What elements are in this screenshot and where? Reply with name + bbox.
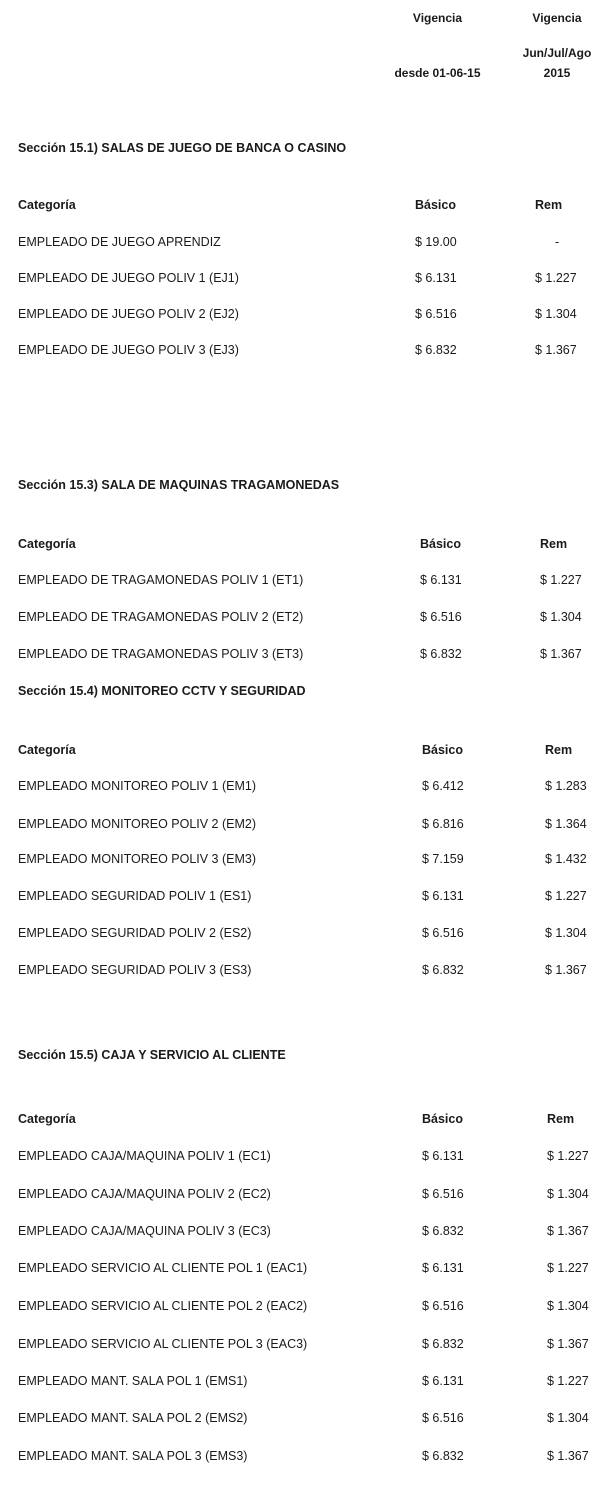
row-rem: $ 1.227	[545, 889, 587, 903]
row-categoria: EMPLEADO SERVICIO AL CLIENTE POL 2 (EAC2)	[18, 1299, 308, 1313]
row-categoria: EMPLEADO SERVICIO AL CLIENTE POL 1 (EAC1)	[18, 1261, 308, 1275]
row-basico: $ 6.516	[422, 926, 464, 940]
row-basico: $ 6.131	[420, 573, 462, 587]
row-rem: $ 1.304	[535, 307, 577, 321]
column-header-categoria: Categoría	[18, 537, 76, 551]
row-basico: $ 6.131	[422, 1149, 464, 1163]
row-categoria: EMPLEADO CAJA/MAQUINA POLIV 1 (EC1)	[18, 1149, 271, 1163]
vigencia-months: Jun/Jul/Ago	[522, 46, 592, 60]
row-categoria: EMPLEADO SERVICIO AL CLIENTE POL 3 (EAC3)	[18, 1337, 308, 1351]
row-basico: $ 6.131	[422, 889, 464, 903]
row-rem: $ 1.304	[540, 610, 582, 624]
row-basico: $ 6.131	[422, 1374, 464, 1388]
column-header-basico: Básico	[422, 1112, 463, 1126]
row-categoria: EMPLEADO MONITOREO POLIV 3 (EM3)	[18, 852, 257, 866]
row-rem: $ 1.367	[547, 1449, 589, 1463]
vigencia-date-1: desde 01-06-15	[394, 66, 481, 80]
row-categoria: EMPLEADO MONITOREO POLIV 1 (EM1)	[18, 779, 257, 793]
row-basico: $ 6.832	[415, 343, 457, 357]
row-basico: $ 6.516	[420, 610, 462, 624]
row-basico: $ 6.832	[422, 1337, 464, 1351]
row-basico: $ 6.131	[415, 271, 457, 285]
row-categoria: EMPLEADO SEGURIDAD POLIV 3 (ES3)	[18, 963, 252, 977]
row-rem: $ 1.227	[547, 1261, 589, 1275]
row-basico: $ 6.832	[422, 1224, 464, 1238]
vigencia-header-1: Vigencia	[412, 11, 463, 25]
row-rem: $ 1.432	[545, 852, 587, 866]
row-basico: $ 7.159	[422, 852, 464, 866]
column-header-rem: Rem	[545, 743, 573, 757]
row-rem: $ 1.367	[540, 647, 582, 661]
row-basico: $ 6.412	[422, 779, 464, 793]
column-header-basico: Básico	[415, 198, 456, 212]
row-rem: $ 1.364	[545, 817, 587, 831]
section-title: Sección 15.1) SALAS DE JUEGO DE BANCA O CASINO	[18, 141, 347, 155]
row-basico: $ 6.832	[422, 1449, 464, 1463]
column-header-basico: Básico	[420, 537, 461, 551]
row-rem: $ 1.227	[547, 1149, 589, 1163]
column-header-rem: Rem	[547, 1112, 575, 1126]
row-rem: $ 1.367	[535, 343, 577, 357]
row-rem: $ 1.304	[547, 1299, 589, 1313]
row-categoria: EMPLEADO MONITOREO POLIV 2 (EM2)	[18, 817, 257, 831]
row-categoria: EMPLEADO DE JUEGO POLIV 1 (EJ1)	[18, 271, 239, 285]
row-rem: $ 1.227	[547, 1374, 589, 1388]
row-categoria: EMPLEADO MANT. SALA POL 1 (EMS1)	[18, 1374, 248, 1388]
section-title: Sección 15.4) MONITOREO CCTV Y SEGURIDAD	[18, 684, 306, 698]
section-title: Sección 15.3) SALA DE MAQUINAS TRAGAMONEDAS	[18, 478, 340, 492]
row-categoria: EMPLEADO SEGURIDAD POLIV 1 (ES1)	[18, 889, 252, 903]
section-title: Sección 15.5) CAJA Y SERVICIO AL CLIENTE	[18, 1048, 286, 1062]
row-rem: $ 1.227	[540, 573, 582, 587]
row-basico: $ 6.516	[422, 1187, 464, 1201]
row-categoria: EMPLEADO MANT. SALA POL 2 (EMS2)	[18, 1411, 248, 1425]
column-header-basico: Básico	[422, 743, 463, 757]
row-basico: $ 6.516	[415, 307, 457, 321]
row-categoria: EMPLEADO DE JUEGO POLIV 3 (EJ3)	[18, 343, 239, 357]
row-categoria: EMPLEADO DE TRAGAMONEDAS POLIV 2 (ET2)	[18, 610, 304, 624]
row-rem: $ 1.227	[535, 271, 577, 285]
row-rem: $ 1.304	[547, 1411, 589, 1425]
row-rem: $ 1.367	[545, 963, 587, 977]
row-rem: $ 1.283	[545, 779, 587, 793]
row-rem: $ 1.367	[547, 1224, 589, 1238]
column-header-categoria: Categoría	[18, 198, 76, 212]
row-categoria: EMPLEADO DE JUEGO APRENDIZ	[18, 235, 221, 249]
row-categoria: EMPLEADO DE TRAGAMONEDAS POLIV 3 (ET3)	[18, 647, 304, 661]
row-rem: $ 1.367	[547, 1337, 589, 1351]
row-categoria: EMPLEADO DE JUEGO POLIV 2 (EJ2)	[18, 307, 239, 321]
row-basico: $ 6.131	[422, 1261, 464, 1275]
column-header-categoria: Categoría	[18, 1112, 76, 1126]
row-basico: $ 19.00	[415, 235, 457, 249]
vigencia-year: 2015	[543, 66, 571, 80]
row-rem: $ 1.304	[545, 926, 587, 940]
row-basico: $ 6.832	[420, 647, 462, 661]
row-categoria: EMPLEADO CAJA/MAQUINA POLIV 3 (EC3)	[18, 1224, 271, 1238]
row-basico: $ 6.516	[422, 1411, 464, 1425]
column-header-categoria: Categoría	[18, 743, 76, 757]
column-header-rem: Rem	[540, 537, 568, 551]
column-header-rem: Rem	[535, 198, 563, 212]
row-categoria: EMPLEADO SEGURIDAD POLIV 2 (ES2)	[18, 926, 252, 940]
vigencia-header-2: Vigencia	[532, 11, 582, 25]
row-basico: $ 6.832	[422, 963, 464, 977]
row-categoria: EMPLEADO CAJA/MAQUINA POLIV 2 (EC2)	[18, 1187, 271, 1201]
row-basico: $ 6.516	[422, 1299, 464, 1313]
row-rem: -	[555, 235, 560, 249]
row-categoria: EMPLEADO DE TRAGAMONEDAS POLIV 1 (ET1)	[18, 573, 304, 587]
row-rem: $ 1.304	[547, 1187, 589, 1201]
row-categoria: EMPLEADO MANT. SALA POL 3 (EMS3)	[18, 1449, 248, 1463]
row-basico: $ 6.816	[422, 817, 464, 831]
